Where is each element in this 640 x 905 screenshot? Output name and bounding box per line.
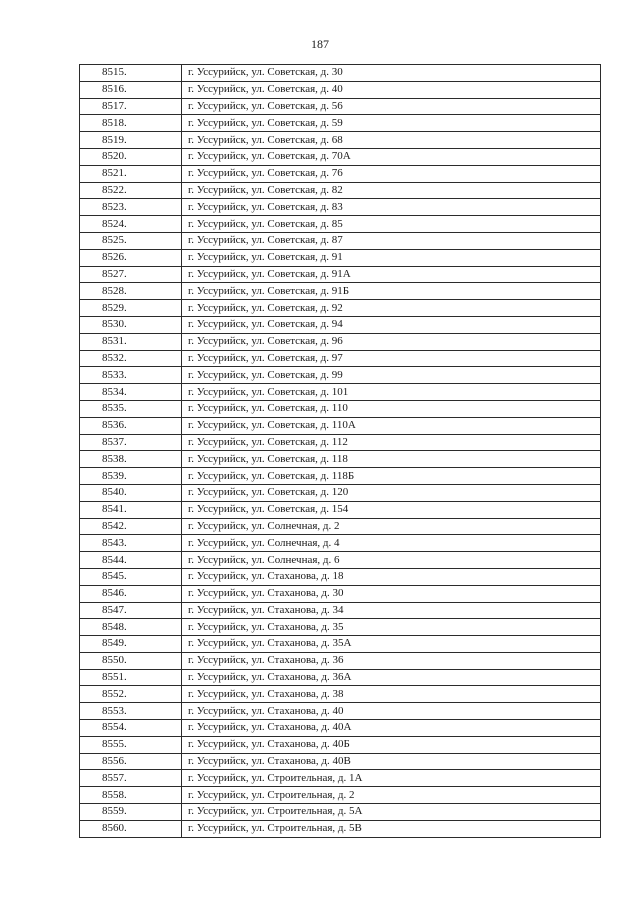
row-address: г. Уссурийск, ул. Советская, д. 76 [182, 165, 601, 182]
row-address: г. Уссурийск, ул. Советская, д. 120 [182, 484, 601, 501]
row-number: 8536. [80, 417, 182, 434]
row-number: 8525. [80, 232, 182, 249]
row-address: г. Уссурийск, ул. Советская, д. 82 [182, 182, 601, 199]
row-address: г. Уссурийск, ул. Стаханова, д. 36А [182, 669, 601, 686]
row-number: 8553. [80, 703, 182, 720]
row-number: 8547. [80, 602, 182, 619]
row-number: 8517. [80, 98, 182, 115]
row-address: г. Уссурийск, ул. Советская, д. 59 [182, 115, 601, 132]
table-row [80, 350, 601, 367]
table-row [80, 266, 601, 283]
row-number: 8558. [80, 787, 182, 804]
row-address: г. Уссурийск, ул. Советская, д. 118Б [182, 468, 601, 485]
row-number: 8555. [80, 736, 182, 753]
table-row [80, 300, 601, 317]
table-row [80, 518, 601, 535]
row-address: г. Уссурийск, ул. Строительная, д. 2 [182, 787, 601, 804]
table-row [80, 81, 601, 98]
table-row [80, 451, 601, 468]
table-row [80, 417, 601, 434]
row-number: 8530. [80, 316, 182, 333]
table-row [80, 132, 601, 149]
row-number: 8543. [80, 535, 182, 552]
table-row [80, 636, 601, 653]
row-address: г. Уссурийск, ул. Советская, д. 112 [182, 434, 601, 451]
row-address: г. Уссурийск, ул. Стаханова, д. 35А [182, 636, 601, 653]
table-row [80, 216, 601, 233]
row-number: 8539. [80, 468, 182, 485]
row-number: 8559. [80, 804, 182, 821]
address-table [79, 64, 601, 838]
row-address: г. Уссурийск, ул. Строительная, д. 5А [182, 804, 601, 821]
table-row [80, 736, 601, 753]
row-address: г. Уссурийск, ул. Советская, д. 40 [182, 81, 601, 98]
row-number: 8527. [80, 266, 182, 283]
row-number: 8552. [80, 686, 182, 703]
row-address: г. Уссурийск, ул. Советская, д. 83 [182, 199, 601, 216]
table-row [80, 165, 601, 182]
table-row [80, 535, 601, 552]
table-row [80, 333, 601, 350]
table-row [80, 484, 601, 501]
table-row [80, 65, 601, 82]
table-row [80, 753, 601, 770]
row-number: 8542. [80, 518, 182, 535]
table-row [80, 316, 601, 333]
table-row [80, 468, 601, 485]
table-row [80, 115, 601, 132]
row-number: 8518. [80, 115, 182, 132]
table-row [80, 720, 601, 737]
table-row [80, 182, 601, 199]
row-number: 8531. [80, 333, 182, 350]
row-address: г. Уссурийск, ул. Стаханова, д. 40В [182, 753, 601, 770]
row-number: 8523. [80, 199, 182, 216]
row-number: 8544. [80, 552, 182, 569]
row-number: 8551. [80, 669, 182, 686]
row-address: г. Уссурийск, ул. Строительная, д. 1А [182, 770, 601, 787]
table-row [80, 552, 601, 569]
row-number: 8519. [80, 132, 182, 149]
row-number: 8534. [80, 384, 182, 401]
row-address: г. Уссурийск, ул. Советская, д. 99 [182, 367, 601, 384]
row-number: 8537. [80, 434, 182, 451]
row-address: г. Уссурийск, ул. Солнечная, д. 6 [182, 552, 601, 569]
row-number: 8546. [80, 585, 182, 602]
row-number: 8521. [80, 165, 182, 182]
table-row [80, 232, 601, 249]
table-row [80, 804, 601, 821]
row-address: г. Уссурийск, ул. Стаханова, д. 35 [182, 619, 601, 636]
row-number: 8533. [80, 367, 182, 384]
row-number: 8541. [80, 501, 182, 518]
row-number: 8526. [80, 249, 182, 266]
row-number: 8522. [80, 182, 182, 199]
row-address: г. Уссурийск, ул. Советская, д. 56 [182, 98, 601, 115]
row-address: г. Уссурийск, ул. Советская, д. 91А [182, 266, 601, 283]
table-row [80, 703, 601, 720]
row-address: г. Уссурийск, ул. Советская, д. 154 [182, 501, 601, 518]
row-address: г. Уссурийск, ул. Солнечная, д. 4 [182, 535, 601, 552]
row-address: г. Уссурийск, ул. Советская, д. 30 [182, 65, 601, 82]
row-number: 8524. [80, 216, 182, 233]
row-number: 8548. [80, 619, 182, 636]
row-number: 8520. [80, 148, 182, 165]
row-address: г. Уссурийск, ул. Советская, д. 68 [182, 132, 601, 149]
row-address: г. Уссурийск, ул. Советская, д. 110А [182, 417, 601, 434]
page-number: 187 [311, 37, 329, 51]
table-row [80, 686, 601, 703]
row-address: г. Уссурийск, ул. Советская, д. 91Б [182, 283, 601, 300]
table-row [80, 98, 601, 115]
row-number: 8538. [80, 451, 182, 468]
table-row [80, 434, 601, 451]
row-address: г. Уссурийск, ул. Советская, д. 85 [182, 216, 601, 233]
row-address: г. Уссурийск, ул. Солнечная, д. 2 [182, 518, 601, 535]
row-address: г. Уссурийск, ул. Советская, д. 118 [182, 451, 601, 468]
row-address: г. Уссурийск, ул. Советская, д. 91 [182, 249, 601, 266]
row-number: 8516. [80, 81, 182, 98]
table-row [80, 619, 601, 636]
row-address: г. Уссурийск, ул. Стаханова, д. 40 [182, 703, 601, 720]
row-number: 8528. [80, 283, 182, 300]
table-row [80, 148, 601, 165]
row-address: г. Уссурийск, ул. Советская, д. 110 [182, 400, 601, 417]
address-table-body [80, 65, 601, 838]
row-address: г. Уссурийск, ул. Стаханова, д. 36 [182, 652, 601, 669]
row-number: 8560. [80, 820, 182, 837]
table-row [80, 384, 601, 401]
row-number: 8550. [80, 652, 182, 669]
row-address: г. Уссурийск, ул. Стаханова, д. 40Б [182, 736, 601, 753]
table-row [80, 501, 601, 518]
row-number: 8532. [80, 350, 182, 367]
table-row [80, 669, 601, 686]
table-row [80, 400, 601, 417]
table-row [80, 585, 601, 602]
row-address: г. Уссурийск, ул. Стаханова, д. 40А [182, 720, 601, 737]
row-address: г. Уссурийск, ул. Советская, д. 70А [182, 148, 601, 165]
table-row [80, 770, 601, 787]
row-address: г. Уссурийск, ул. Стаханова, д. 34 [182, 602, 601, 619]
table-row [80, 249, 601, 266]
table-row [80, 652, 601, 669]
row-address: г. Уссурийск, ул. Советская, д. 94 [182, 316, 601, 333]
table-row [80, 199, 601, 216]
row-address: г. Уссурийск, ул. Советская, д. 101 [182, 384, 601, 401]
table-row [80, 820, 601, 837]
table-row [80, 787, 601, 804]
row-number: 8540. [80, 484, 182, 501]
row-number: 8554. [80, 720, 182, 737]
row-number: 8556. [80, 753, 182, 770]
row-number: 8549. [80, 636, 182, 653]
row-number: 8535. [80, 400, 182, 417]
row-address: г. Уссурийск, ул. Строительная, д. 5В [182, 820, 601, 837]
row-address: г. Уссурийск, ул. Стаханова, д. 38 [182, 686, 601, 703]
row-address: г. Уссурийск, ул. Советская, д. 97 [182, 350, 601, 367]
table-row [80, 602, 601, 619]
row-number: 8529. [80, 300, 182, 317]
row-address: г. Уссурийск, ул. Советская, д. 87 [182, 232, 601, 249]
row-number: 8515. [80, 65, 182, 82]
row-address: г. Уссурийск, ул. Стаханова, д. 18 [182, 568, 601, 585]
row-address: г. Уссурийск, ул. Советская, д. 96 [182, 333, 601, 350]
table-row [80, 367, 601, 384]
table-row [80, 283, 601, 300]
row-address: г. Уссурийск, ул. Стаханова, д. 30 [182, 585, 601, 602]
row-address: г. Уссурийск, ул. Советская, д. 92 [182, 300, 601, 317]
row-number: 8557. [80, 770, 182, 787]
row-number: 8545. [80, 568, 182, 585]
table-row [80, 568, 601, 585]
